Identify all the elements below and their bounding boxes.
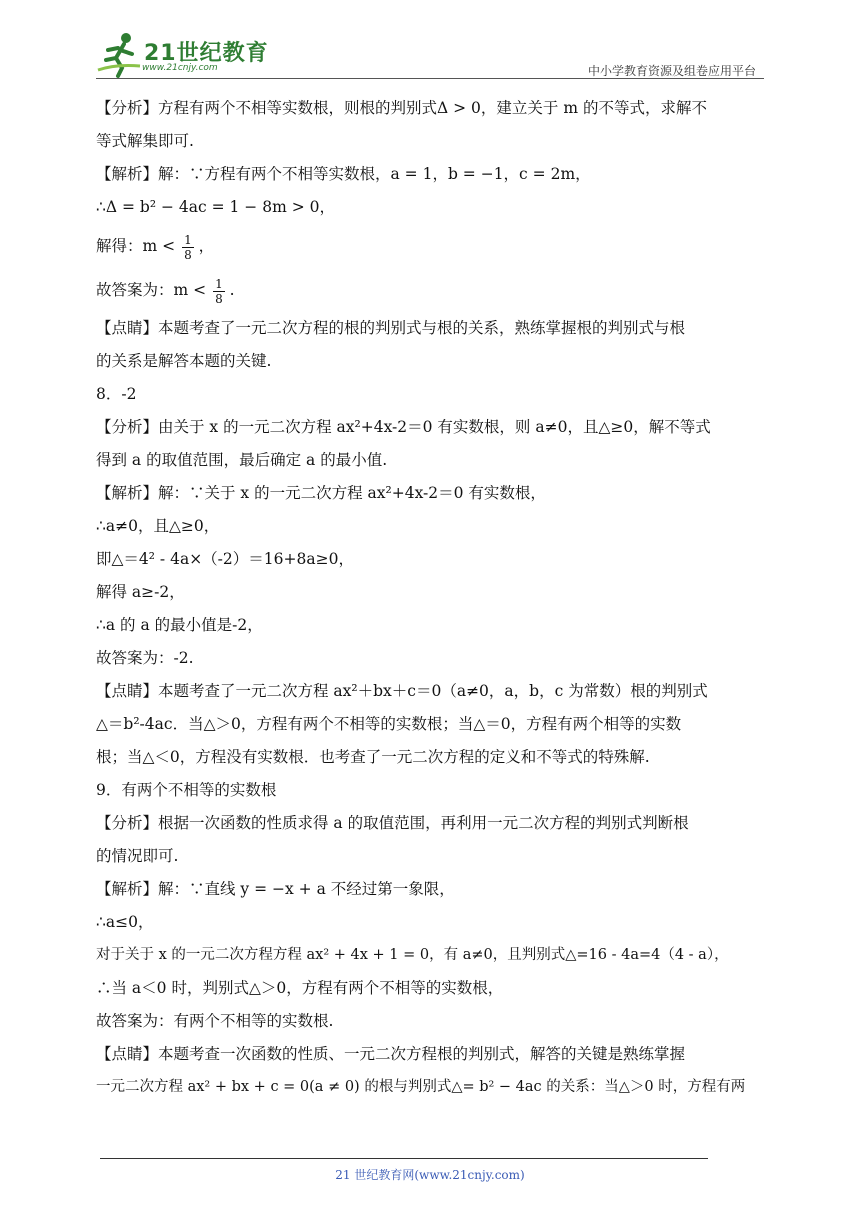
- text-line: 对于关于 x 的一元二次方程方程 ax² + 4x + 1 = 0，有 a≠0，且判别式△=16 - 4a=4（4 - a），: [96, 947, 729, 963]
- text-line-fraction: [96, 224, 766, 268]
- solution-content: [96, 92, 766, 1104]
- text-line: 的关系是解答本题的关键.: [96, 352, 272, 370]
- logo-url: www.21cnjy.com: [142, 63, 218, 73]
- text-line-fraction: [96, 268, 766, 312]
- text-line: 【点睛】本题考查了一元二次方程 ax²＋bx＋c＝0（a≠0，a，b，c 为常数）根的判别式: [96, 682, 708, 700]
- text-line: 【分析】由关于 x 的一元二次方程 ax²+4x-2＝0 有实数根，则 a≠0，且△≥0，解不等式: [96, 418, 711, 436]
- text-line: 【点睛】本题考查了一元二次方程的根的判别式与根的关系，熟练掌握根的判别式与根: [96, 319, 686, 337]
- site-logo: [96, 30, 276, 78]
- fraction-numerator: 1: [184, 232, 192, 247]
- text-line: ∴Δ = b² − 4ac = 1 − 8m > 0，: [96, 198, 335, 216]
- answer-number: 9．有两个不相等的实数根: [96, 781, 277, 799]
- text-line: 一元二次方程 ax² + bx + c = 0(a ≠ 0) 的根与判别式△= b² − 4ac 的关系：当△＞0 时，方程有两: [96, 1079, 746, 1095]
- text-line: 的情况即可.: [96, 847, 179, 865]
- text-line: ∴a 的 a 的最小值是-2，: [96, 616, 263, 634]
- text-line: 解得 a≥-2，: [96, 583, 185, 601]
- runner-icon: [96, 30, 144, 78]
- text-fragment: 解得：m <: [96, 237, 176, 255]
- text-fragment: 故答案为：m <: [96, 281, 207, 299]
- text-line: ∴a≤0，: [96, 913, 154, 931]
- text-line: 即△＝4² - 4a×（-2）＝16+8a≥0，: [96, 550, 354, 568]
- text-line: 等式解集即可.: [96, 132, 194, 150]
- text-line: 根；当△＜0，方程没有实数根．也考查了一元二次方程的定义和不等式的特殊解.: [96, 748, 650, 766]
- text-line: △＝b²-4ac．当△＞0，方程有两个不相等的实数根；当△＝0，方程有两个相等的实数: [96, 715, 682, 733]
- fraction-numerator: 1: [215, 276, 223, 291]
- footer-divider: [100, 1158, 708, 1159]
- text-line: ∴a≠0，且△≥0，: [96, 517, 220, 535]
- answer-number: 8．-2: [96, 385, 137, 403]
- page-header: [96, 30, 764, 80]
- footer-link[interactable]: 21 世纪教育网(www.21cnjy.com): [335, 1168, 525, 1182]
- text-fragment: ，: [198, 237, 215, 255]
- text-line: 【解析】解：∵直线 y = −x + a 不经过第一象限，: [96, 880, 455, 898]
- fraction: [213, 277, 225, 306]
- logo-text: 21世纪教育: [144, 41, 269, 66]
- platform-name: 中小学教育资源及组卷应用平台: [587, 64, 756, 78]
- text-line: ∴当 a＜0 时，判别式△＞0，方程有两个不相等的实数根，: [96, 979, 504, 997]
- text-line: 【点睛】本题考查一次函数的性质、一元二次方程根的判别式，解答的关键是熟练掌握: [96, 1045, 686, 1063]
- text-line: 故答案为：-2.: [96, 649, 194, 667]
- fraction: [182, 233, 194, 262]
- header-divider: [96, 78, 764, 79]
- text-line: 【分析】方程有两个不相等实数根，则根的判别式Δ > 0，建立关于 m 的不等式，求解不: [96, 99, 707, 117]
- text-line: 得到 a 的取值范围，最后确定 a 的最小值.: [96, 451, 388, 469]
- text-line: 【解析】解：∵方程有两个不相等实数根，a = 1，b = −1，c = 2m，: [96, 165, 591, 183]
- fraction-denominator: 8: [215, 291, 223, 306]
- text-line: 【分析】根据一次函数的性质求得 a 的取值范围，再利用一元二次方程的判别式判断根: [96, 814, 689, 832]
- text-fragment: .: [229, 281, 235, 299]
- text-line: 【解析】解：∵关于 x 的一元二次方程 ax²+4x-2＝0 有实数根，: [96, 484, 546, 502]
- fraction-denominator: 8: [184, 247, 192, 262]
- text-line: 故答案为：有两个不相等的实数根.: [96, 1012, 334, 1030]
